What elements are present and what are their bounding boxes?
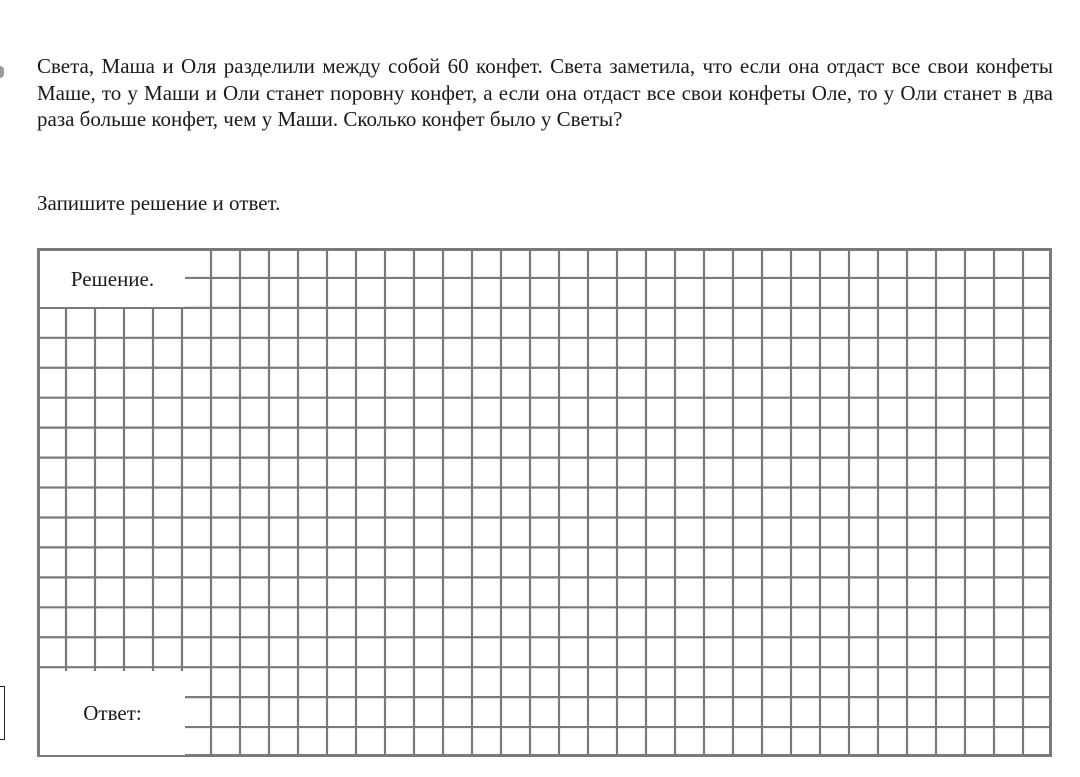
answer-label: Ответ:	[40, 671, 185, 755]
grid-lines	[37, 248, 1052, 757]
side-answer-box	[0, 686, 5, 740]
answer-grid[interactable]	[37, 248, 1052, 757]
problem-text: Света, Маша и Оля разделили между собой 60 конфет. Света заметила, что если она отдаст все свои конфеты Маше, то у Маши и Оли станет поровну конфет, а если она отдаст все свои конфеты Оле, то у Оли станет в два раза больше конфет, чем у Маши. Сколько конфет было у Светы?	[37, 54, 1053, 131]
solution-label: Решение.	[40, 251, 185, 307]
instruction-text: Запишите решение и ответ.	[37, 191, 281, 215]
page-edge-mark	[0, 66, 4, 78]
